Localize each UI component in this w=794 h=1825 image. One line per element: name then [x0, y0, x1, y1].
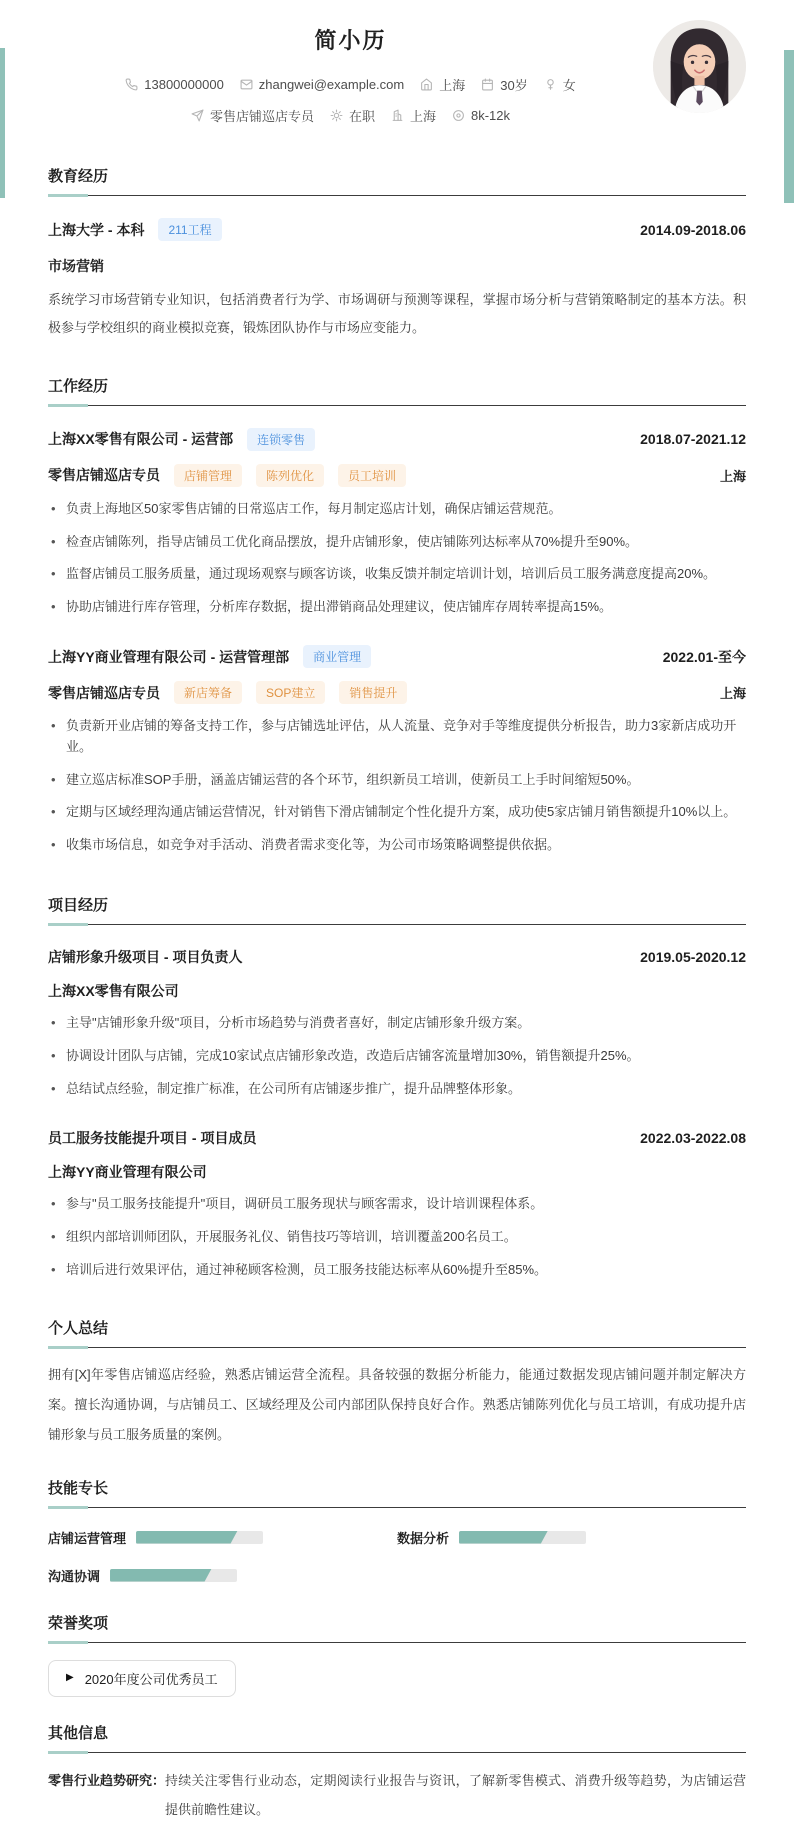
- skill-tag: 销售提升: [339, 681, 407, 704]
- company-name: 上海YY商业管理有限公司 - 运营管理部: [48, 647, 289, 667]
- skills-section: [48, 1477, 746, 1585]
- project-date: 2019.05-2020.12: [640, 949, 746, 965]
- summary-text: 拥有[X]年零售店铺巡店经验，熟悉店铺运营全流程。具备较强的数据分析能力，能通过数据发现店铺问题并制定解决方案。擅长沟通协调，与店铺员工、区域经理及公司内部团队保持良好合作。熟悉店铺陈列优化与员工培训，有成功提升店铺形象与员工服务质量的案例。: [48, 1360, 746, 1450]
- contact-city-value: 上海: [410, 106, 436, 125]
- bullet-item: • 建立巡店标准SOP手册，涵盖店铺运营的各个环节，组织新员工培训，使新员工上手时间缩短50%。: [48, 770, 746, 791]
- honor-badge-button[interactable]: [48, 1660, 236, 1697]
- honors-title: 荣誉奖项: [48, 1615, 108, 1632]
- project-item-head: [48, 947, 746, 967]
- bullet-item: • 负责新开业店铺的筹备支持工作，参与店铺选址评估，从人流量、竞争对手等维度提供分析报告，助力3家新店成功开业。: [48, 716, 746, 758]
- bullet-item: • 主导"店铺形象升级"项目，分析市场趋势与消费者喜好，制定店铺形象升级方案。: [48, 1013, 746, 1034]
- education-section: [48, 165, 746, 342]
- skill-bar-track: [110, 1569, 237, 1582]
- skill-item: [48, 1566, 397, 1585]
- skills-heading: [48, 1477, 746, 1508]
- education-major: 市场营销: [48, 256, 746, 276]
- left-accent-stripe: [0, 48, 5, 198]
- position-icon: [191, 109, 204, 122]
- skill-bar-track: [459, 1531, 586, 1544]
- skill-label: 数据分析: [397, 1528, 449, 1547]
- skill-tag: 陈列优化: [256, 464, 324, 487]
- contact-salary-value: 8k-12k: [471, 108, 510, 123]
- contact-age: [481, 75, 527, 94]
- contact-status: [330, 106, 375, 125]
- bullet-item: • 负责上海地区50家零售店铺的日常巡店工作，每月制定巡店计划，确保店铺运营规范。: [48, 499, 746, 520]
- projects-heading: [48, 894, 746, 925]
- skill-tag: 店铺管理: [174, 464, 242, 487]
- section-accent-bar: [48, 1506, 88, 1509]
- education-heading: [48, 165, 746, 196]
- contact-email-value: zhangwei@example.com: [259, 77, 404, 92]
- company-name: 上海XX零售有限公司 - 运营部: [48, 429, 233, 449]
- skill-tag: SOP建立: [256, 681, 325, 704]
- contact-status-value: 在职: [349, 106, 375, 125]
- skill-bar-fill: [136, 1531, 238, 1544]
- bullet-item: • 检查店铺陈列，指导店铺员工优化商品摆放，提升店铺形象，使店铺陈列达标率从70%提升至90%。: [48, 532, 746, 553]
- work-date: 2018.07-2021.12: [640, 431, 746, 447]
- projects-section: [48, 894, 746, 1281]
- location-icon: [420, 78, 433, 91]
- skill-tag: 员工培训: [338, 464, 406, 487]
- contact-salary: [452, 108, 510, 123]
- contact-location-value: 上海: [439, 75, 465, 94]
- play-triangle-icon: ▶: [66, 1673, 74, 1683]
- skill-label: 沟通协调: [48, 1566, 100, 1585]
- contact-phone: [125, 77, 224, 92]
- honors-heading: [48, 1612, 746, 1643]
- section-accent-bar: [48, 923, 88, 926]
- project-bullets: [48, 1194, 746, 1280]
- work-position-row: [48, 464, 746, 487]
- skills-title: 技能专长: [48, 1480, 108, 1497]
- page-title: 简小历: [48, 24, 653, 55]
- bullet-item: • 协助店铺进行库存管理，分析库存数据，提出滞销商品处理建议，使店铺库存周转率提高15%。: [48, 597, 746, 618]
- project-item-head: [48, 1128, 746, 1148]
- bullet-item: • 培训后进行效果评估，通过神秘顾客检测，员工服务技能达标率从60%提升至85%。: [48, 1260, 746, 1281]
- summary-title: 个人总结: [48, 1320, 108, 1337]
- section-accent-bar: [48, 404, 88, 407]
- header-main: [48, 16, 653, 137]
- skill-label: 店铺运营管理: [48, 1528, 126, 1547]
- bullet-item: • 收集市场信息，如竞争对手活动、消费者需求变化等，为公司市场策略调整提供依据。: [48, 835, 746, 856]
- work-section: [48, 375, 746, 856]
- industry-badge: 商业管理: [303, 645, 371, 668]
- skill-item: [397, 1528, 746, 1547]
- work-location: 上海: [720, 466, 746, 485]
- other-section: [48, 1722, 746, 1825]
- project-bullets: [48, 1013, 746, 1099]
- contact-gender-value: 女: [563, 75, 576, 94]
- other-info-label: 零售行业趋势研究：: [48, 1766, 165, 1825]
- work-position-row: [48, 681, 746, 704]
- work-date: 2022.01-至今: [663, 647, 746, 667]
- section-accent-bar: [48, 194, 88, 197]
- projects-title: 项目经历: [48, 897, 108, 914]
- honor-label: 2020年度公司优秀员工: [85, 1669, 218, 1688]
- project-company: 上海XX零售有限公司: [48, 981, 746, 1001]
- bullet-item: • 协调设计团队与店铺，完成10家试点店铺形象改造，改造后店铺客流量增加30%，销售额提升25%。: [48, 1046, 746, 1067]
- contact-position: [191, 106, 314, 125]
- education-description: 系统学习市场营销专业知识，包括消费者行为学、市场调研与预测等课程，掌握市场分析与营销策略制定的基本方法。积极参与学校组织的商业模拟竞赛，锻炼团队协作与市场应变能力。: [48, 286, 746, 342]
- salary-icon: [452, 109, 465, 122]
- project-item-2: [48, 1128, 746, 1280]
- female-portrait-illustration: [653, 20, 746, 113]
- profile-photo: [653, 20, 746, 113]
- phone-icon: [125, 78, 138, 91]
- city-icon: [391, 109, 404, 122]
- position-name: 零售店铺巡店专员: [48, 683, 160, 703]
- work-location: 上海: [720, 683, 746, 702]
- industry-badge: 连锁零售: [247, 428, 315, 451]
- position-name: 零售店铺巡店专员: [48, 465, 160, 485]
- project-item-1: [48, 947, 746, 1099]
- bullet-item: • 总结试点经验，制定推广标准，在公司所有店铺逐步推广，提升品牌整体形象。: [48, 1079, 746, 1100]
- skills-grid: [48, 1528, 746, 1585]
- work-item-head: [48, 428, 746, 451]
- skill-bar-fill: [459, 1531, 548, 1544]
- work-item-2: [48, 645, 746, 856]
- skill-bar-track: [136, 1531, 263, 1544]
- other-title: 其他信息: [48, 1725, 108, 1742]
- contact-row-1: [48, 75, 653, 94]
- section-accent-bar: [48, 1641, 88, 1644]
- school-badge: 211工程: [158, 218, 221, 241]
- project-name: 员工服务技能提升项目 - 项目成员: [48, 1128, 256, 1148]
- bullet-item: • 组织内部培训师团队，开展服务礼仪、销售技巧等培训，培训覆盖200名员工。: [48, 1227, 746, 1248]
- contact-location: [420, 75, 465, 94]
- contact-position-value: 零售店铺巡店专员: [210, 106, 314, 125]
- education-item-head: [48, 218, 746, 241]
- project-date: 2022.03-2022.08: [640, 1130, 746, 1146]
- right-accent-stripe: [784, 50, 794, 203]
- other-info-row: [48, 1766, 746, 1825]
- skill-item: [48, 1528, 397, 1547]
- honors-section: [48, 1612, 746, 1697]
- status-icon: [330, 109, 343, 122]
- contact-phone-value: 13800000000: [144, 77, 224, 92]
- school-name: 上海大学 - 本科: [48, 220, 144, 240]
- contact-email: [240, 77, 404, 92]
- section-accent-bar: [48, 1751, 88, 1754]
- work-heading: [48, 375, 746, 406]
- email-icon: [240, 78, 253, 91]
- section-accent-bar: [48, 1346, 88, 1349]
- bullet-item: • 定期与区域经理沟通店铺运营情况，针对销售下滑店铺制定个性化提升方案，成功使5家店铺月销售额提升10%以上。: [48, 802, 746, 823]
- bullet-item: • 监督店铺员工服务质量，通过现场观察与顾客访谈，收集反馈并制定培训计划，培训后员工服务满意度提高20%。: [48, 564, 746, 585]
- contact-row-2: [48, 106, 653, 125]
- summary-heading: [48, 1317, 746, 1348]
- bullet-item: • 参与"员工服务技能提升"项目，调研员工服务现状与顾客需求，设计培训课程体系。: [48, 1194, 746, 1215]
- work-title: 工作经历: [48, 378, 108, 395]
- work-item-1: [48, 428, 746, 618]
- contact-age-value: 30岁: [500, 75, 527, 94]
- education-item: [48, 218, 746, 342]
- summary-section: [48, 1317, 746, 1450]
- skill-tag: 新店筹备: [174, 681, 242, 704]
- education-date: 2014.09-2018.06: [640, 222, 746, 238]
- project-name: 店铺形象升级项目 - 项目负责人: [48, 947, 242, 967]
- work-bullets: [48, 499, 746, 618]
- education-title: 教育经历: [48, 168, 108, 185]
- contact-gender: [544, 75, 576, 94]
- gender-icon: [544, 78, 557, 91]
- project-company: 上海YY商业管理有限公司: [48, 1162, 746, 1182]
- other-info-text: 持续关注零售行业动态，定期阅读行业报告与资讯，了解新零售模式、消费升级等趋势，为店铺运营提供前瞻性建议。: [165, 1766, 746, 1825]
- header: [48, 0, 746, 137]
- work-item-head: [48, 645, 746, 668]
- work-bullets: [48, 716, 746, 856]
- other-heading: [48, 1722, 746, 1753]
- skill-bar-fill: [110, 1569, 212, 1582]
- age-icon: [481, 78, 494, 91]
- contact-city: [391, 106, 436, 125]
